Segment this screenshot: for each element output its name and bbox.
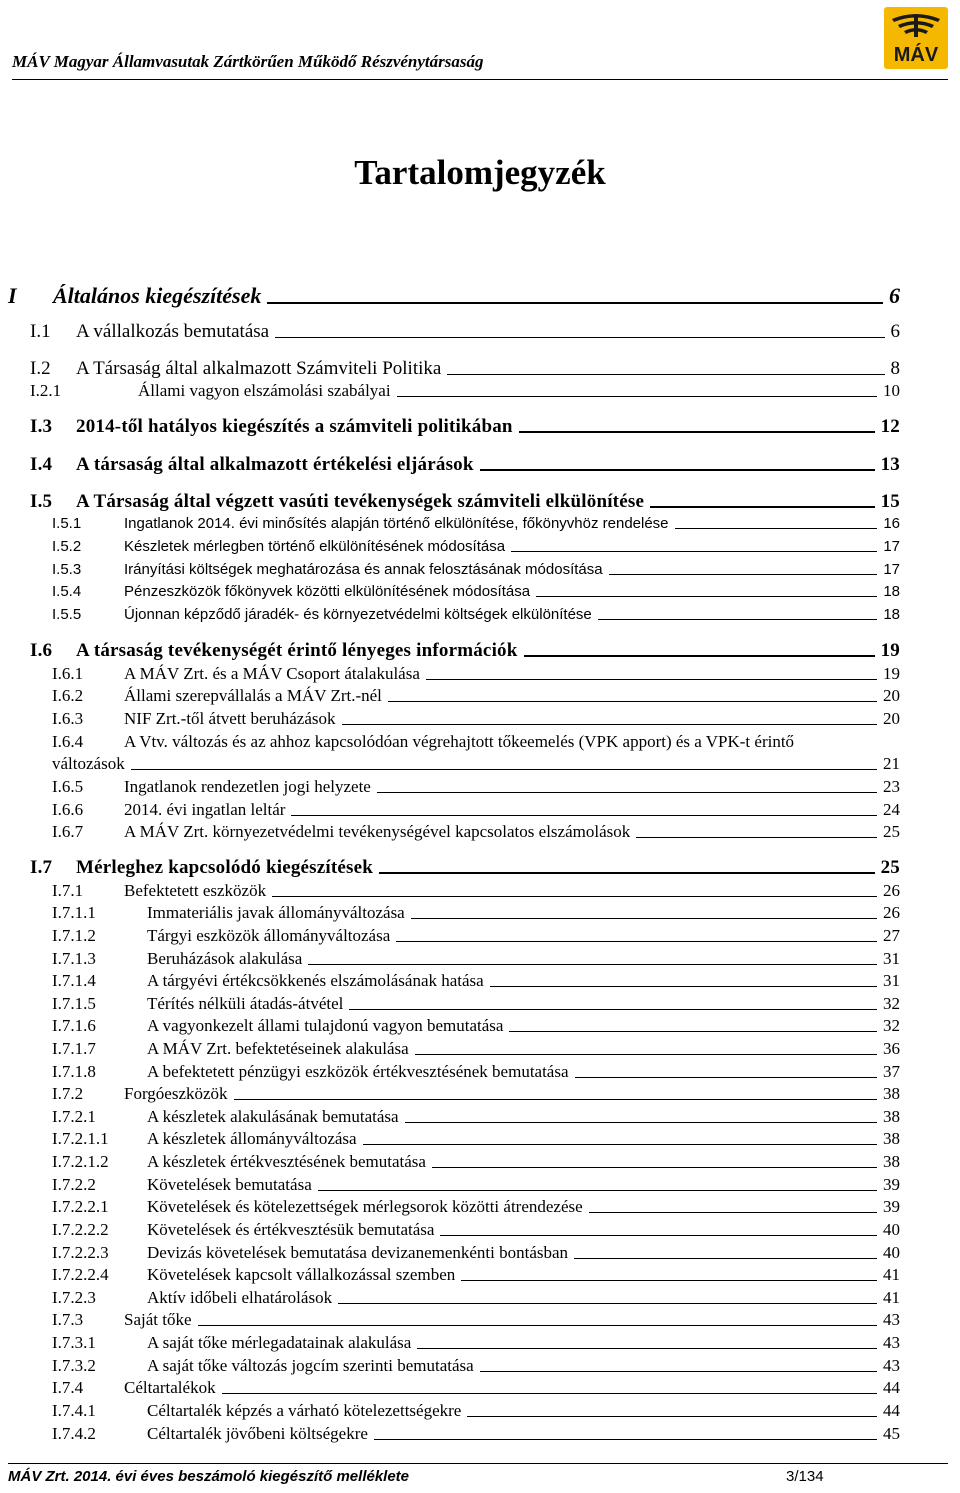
toc-page: 31 — [883, 949, 900, 968]
toc-entry[interactable] — [52, 881, 900, 901]
toc-entry[interactable] — [52, 1175, 900, 1195]
leader-line — [650, 506, 875, 508]
toc-number: I.7.2 — [52, 1084, 84, 1103]
leader-line — [397, 396, 877, 397]
toc-number: I.7.1.7 — [52, 1039, 96, 1058]
toc-entry[interactable] — [52, 777, 900, 797]
leader-line — [342, 724, 878, 725]
toc-number: I.6 — [30, 640, 53, 661]
toc-number: I.6.6 — [52, 800, 84, 819]
toc-label: 2014. évi ingatlan leltár — [124, 800, 286, 819]
toc-label: Immateriális javak állományváltozása — [147, 903, 405, 922]
toc-label: Követelések és kötelezettségek mérlegsorok közötti átrendezése — [147, 1197, 583, 1216]
toc-number: I.7 — [30, 857, 53, 878]
toc-page: 38 — [883, 1129, 900, 1148]
toc-entry[interactable] — [30, 416, 900, 438]
toc-entry[interactable] — [52, 1084, 900, 1104]
toc-entry[interactable] — [52, 1039, 900, 1059]
toc-entry[interactable] — [8, 283, 900, 309]
toc-label: Követelések kapcsolt vállalkozással szemben — [147, 1265, 456, 1284]
leader-line — [426, 679, 877, 680]
toc-number: I.7.4 — [52, 1378, 84, 1397]
toc-page: 17 — [883, 561, 900, 578]
leader-line — [379, 872, 875, 874]
toc-number: I.5.3 — [52, 561, 82, 578]
toc-entry[interactable] — [52, 1062, 900, 1082]
toc-entry[interactable] — [52, 538, 900, 555]
leader-line — [509, 1031, 877, 1032]
toc-number: I.6.4 — [52, 732, 84, 751]
toc-entry[interactable] — [52, 1356, 900, 1376]
leader-line — [374, 1439, 877, 1440]
logo-text: MÁV — [893, 44, 939, 66]
toc-page: 40 — [883, 1243, 900, 1262]
toc-entry[interactable] — [30, 381, 900, 401]
toc-label: Devizás követelések bemutatása devizanemenkénti bontásban — [147, 1243, 569, 1262]
toc-entry[interactable] — [52, 1401, 900, 1421]
header-company: MÁV Magyar Államvasutak Zártkörűen Működő Részvénytársaság — [12, 52, 484, 71]
toc-number: I.7.4.2 — [52, 1424, 96, 1443]
toc-page: 23 — [883, 777, 900, 796]
leader-line — [415, 1054, 877, 1055]
toc-label: A MÁV Zrt. környezetvédelmi tevékenységével kapcsolatos elszámolások — [124, 822, 631, 841]
toc-label: A tárgyévi értékcsökkenés elszámolásának hatása — [147, 971, 484, 990]
leader-line — [405, 1122, 877, 1123]
toc-entry[interactable] — [52, 1333, 900, 1353]
toc-number: I.3 — [30, 416, 53, 437]
toc-page: 17 — [883, 538, 900, 555]
leader-line — [318, 1190, 877, 1191]
toc-number: I.5 — [30, 491, 53, 512]
toc-page: 31 — [883, 971, 900, 990]
toc-label: Befektetett eszközök — [124, 881, 267, 900]
toc-number: I.7.1.8 — [52, 1062, 96, 1081]
toc-entry[interactable] — [30, 454, 900, 476]
toc-label: A Vtv. változás és az ahhoz kapcsolódóan végrehajtott tőkeemelés (VPK apport) és a VPK-t érintő — [124, 732, 795, 751]
toc-page: 12 — [880, 416, 900, 437]
page-title: Tartalomjegyzék — [354, 153, 606, 192]
leader-line — [636, 837, 877, 838]
toc-page: 43 — [883, 1310, 900, 1329]
leader-line — [272, 896, 877, 897]
toc-number: I.7.1.2 — [52, 926, 96, 945]
leader-line — [589, 1212, 877, 1213]
toc-number: I.7.1.6 — [52, 1016, 96, 1035]
toc-page: 41 — [883, 1288, 900, 1307]
toc-label: Követelések bemutatása — [147, 1175, 312, 1194]
toc-page: 39 — [883, 1197, 900, 1216]
leader-line — [511, 551, 877, 552]
leader-line — [377, 792, 877, 793]
leader-line — [575, 1077, 877, 1078]
leader-line — [675, 528, 878, 529]
toc-page: 26 — [883, 903, 900, 922]
leader-line — [396, 941, 877, 942]
leader-line — [349, 1009, 877, 1010]
toc-page: 41 — [883, 1265, 900, 1284]
toc-entry[interactable] — [30, 358, 900, 380]
toc-entry[interactable] — [52, 1243, 900, 1263]
leader-line — [417, 1348, 877, 1349]
toc-entry[interactable] — [52, 1197, 900, 1217]
toc-label: Ingatlanok rendezetlen jogi helyzete — [124, 777, 371, 796]
toc-page: 32 — [883, 1016, 900, 1035]
toc-number: I.7.2.2.1 — [52, 1197, 109, 1216]
toc-page: 24 — [883, 800, 900, 819]
toc-label: A saját tőke mérlegadatainak alakulása — [147, 1333, 412, 1352]
toc-label: A Társaság által végzett vasúti tevékenységek számviteli elkülönítése — [76, 491, 645, 512]
toc-entry[interactable] — [52, 926, 900, 946]
footer-divider — [8, 1463, 948, 1464]
toc-number: I.6.3 — [52, 709, 84, 728]
leader-line — [275, 337, 884, 338]
toc-page: 20 — [883, 686, 900, 705]
toc-number: I.6.5 — [52, 777, 84, 796]
toc-label: A saját tőke változás jogcím szerinti bemutatása — [147, 1356, 474, 1375]
toc-label-continued: változások — [52, 754, 125, 773]
toc-page: 8 — [890, 358, 900, 379]
toc-number: I.7.2.1 — [52, 1107, 96, 1126]
toc-number: I.7.1.3 — [52, 949, 96, 968]
toc-page: 21 — [883, 754, 900, 773]
toc-number: I.7.2.2.4 — [52, 1265, 109, 1284]
leader-line — [363, 1144, 877, 1145]
toc-label: Állami vagyon elszámolási szabályai — [138, 381, 391, 400]
toc-page: 38 — [883, 1152, 900, 1171]
toc-entry[interactable] — [52, 903, 900, 923]
toc-page: 19 — [883, 664, 900, 683]
toc-number: I.7.1 — [52, 881, 84, 900]
toc-entry[interactable] — [52, 515, 900, 532]
toc-label: Aktív időbeli elhatárolások — [147, 1288, 333, 1307]
toc-entry-first-line[interactable] — [52, 732, 902, 752]
toc-entry-continued[interactable] — [52, 754, 900, 774]
leader-line — [308, 964, 877, 965]
toc-page: 45 — [883, 1424, 900, 1443]
toc-page: 37 — [883, 1062, 900, 1081]
toc-label: A MÁV Zrt. és a MÁV Csoport átalakulása — [124, 664, 420, 683]
toc-entry[interactable] — [52, 1265, 900, 1285]
leader-line — [234, 1099, 877, 1100]
leader-line — [432, 1167, 877, 1168]
toc-label: A készletek értékvesztésének bemutatása — [147, 1152, 426, 1171]
leader-line — [598, 619, 878, 620]
toc-entry[interactable] — [52, 664, 900, 684]
toc-page: 20 — [883, 709, 900, 728]
toc-page: 44 — [883, 1401, 900, 1420]
toc-label: Saját tőke — [124, 1310, 192, 1329]
toc-page: 19 — [880, 640, 900, 661]
toc-number: I.7.4.1 — [52, 1401, 96, 1420]
toc-label: A Társaság által alkalmazott Számviteli Politika — [76, 358, 442, 379]
leader-line — [198, 1325, 877, 1326]
toc-entry[interactable] — [52, 1424, 900, 1444]
toc-number: I.6.1 — [52, 664, 84, 683]
toc-number: I.5.2 — [52, 538, 82, 555]
leader-line — [222, 1393, 877, 1394]
toc-page: 18 — [883, 606, 900, 623]
toc-page: 40 — [883, 1220, 900, 1239]
toc-label: Általános kiegészítések — [53, 283, 262, 308]
toc-label: Céltartalék jövőbeni költségekre — [147, 1424, 368, 1443]
toc-entry[interactable] — [52, 1310, 900, 1330]
toc-label: A vállalkozás bemutatása — [76, 321, 270, 342]
leader-line — [574, 1258, 877, 1259]
toc-entry[interactable] — [52, 1378, 900, 1398]
toc-label: Mérleghez kapcsolódó kiegészítések — [76, 857, 374, 878]
toc-number: I.6.7 — [52, 822, 84, 841]
toc-number: I.4 — [30, 454, 53, 475]
toc-entry[interactable] — [52, 1016, 900, 1036]
toc-label: Ingatlanok 2014. évi minősítés alapján történő elkülönítése, főkönyvhöz rendelése — [124, 515, 669, 532]
leader-line — [536, 596, 877, 597]
toc-page: 18 — [883, 583, 900, 600]
toc-label: Újonnan képződő járadék- és környezetvédelmi költségek elkülönítése — [124, 606, 592, 623]
footer-page-number: 3/134 — [786, 1468, 824, 1485]
toc-entry[interactable] — [52, 1288, 900, 1308]
toc-label: A készletek állományváltozása — [147, 1129, 357, 1148]
toc-page: 43 — [883, 1333, 900, 1352]
toc-number: I.5.1 — [52, 515, 82, 532]
toc-number: I.7.1.1 — [52, 903, 96, 922]
leader-line — [490, 986, 877, 987]
toc-page: 27 — [883, 926, 900, 945]
toc-page: 10 — [883, 381, 900, 400]
toc-label: Céltartalékok — [124, 1378, 216, 1397]
toc-page: 36 — [883, 1039, 900, 1058]
toc-label: Tárgyi eszközök állományváltozása — [147, 926, 391, 945]
toc-entry[interactable] — [52, 971, 900, 991]
toc-number: I.7.2.3 — [52, 1288, 96, 1307]
toc-entry[interactable] — [52, 800, 900, 820]
leader-line — [267, 302, 883, 304]
toc-label: Térítés nélküli átadás-átvétel — [147, 994, 344, 1013]
toc-page: 39 — [883, 1175, 900, 1194]
leader-line — [447, 374, 884, 375]
toc-number: I.7.2.2.3 — [52, 1243, 109, 1262]
toc-page: 6 — [889, 283, 900, 308]
toc-label: Követelések és értékvesztésük bemutatása — [147, 1220, 435, 1239]
toc-page: 16 — [883, 515, 900, 532]
toc-entry[interactable] — [52, 1129, 900, 1149]
leader-line — [440, 1235, 877, 1236]
toc-entry[interactable] — [30, 321, 900, 343]
footer-title: MÁV Zrt. 2014. évi éves beszámoló kiegészítő melléklete — [8, 1468, 410, 1485]
toc-entry[interactable] — [52, 561, 900, 578]
leader-line — [524, 655, 875, 657]
leader-line — [388, 701, 877, 702]
toc-label: A társaság által alkalmazott értékelési eljárások — [76, 454, 474, 475]
toc-entry[interactable] — [52, 1107, 900, 1127]
leader-line — [461, 1280, 877, 1281]
leader-line — [338, 1303, 877, 1304]
toc-number: I.2.1 — [30, 381, 62, 400]
toc-page: 26 — [883, 881, 900, 900]
toc-label: Pénzeszközök főkönyvek közötti elkülönítésének módosítása — [124, 583, 531, 600]
toc-page: 38 — [883, 1084, 900, 1103]
toc-number: I.7.3.2 — [52, 1356, 96, 1375]
toc-page: 44 — [883, 1378, 900, 1397]
toc-label: Céltartalék képzés a várható kötelezettségekre — [147, 1401, 462, 1420]
toc-label: NIF Zrt.-től átvett beruházások — [124, 709, 336, 728]
toc-label: A készletek alakulásának bemutatása — [147, 1107, 399, 1126]
leader-line — [291, 815, 877, 816]
leader-line — [131, 769, 877, 770]
toc-label: A MÁV Zrt. befektetéseinek alakulása — [147, 1039, 409, 1058]
toc-entry[interactable] — [52, 1152, 900, 1172]
toc-label: A vagyonkezelt állami tulajdonú vagyon bemutatása — [147, 1016, 504, 1035]
toc-page: 43 — [883, 1356, 900, 1375]
toc-label: Készletek mérlegben történő elkülönítésének módosítása — [124, 538, 506, 555]
toc-number: I.6.2 — [52, 686, 84, 705]
leader-line — [480, 1371, 877, 1372]
leader-line — [519, 431, 875, 433]
leader-line — [411, 918, 877, 919]
toc-page: 13 — [880, 454, 900, 475]
toc-entry[interactable] — [52, 949, 900, 969]
toc-entry[interactable] — [52, 606, 900, 623]
toc-label: Irányítási költségek meghatározása és annak felosztásának módosítása — [124, 561, 603, 578]
toc-entry[interactable] — [52, 994, 900, 1014]
toc-page: 32 — [883, 994, 900, 1013]
toc-number: I.7.2.2 — [52, 1175, 96, 1194]
toc-number: I.7.2.1.2 — [52, 1152, 109, 1171]
toc-number: I — [8, 283, 17, 308]
toc-number: I.7.2.1.1 — [52, 1129, 109, 1148]
toc-entry[interactable] — [30, 640, 900, 662]
toc-number: I.2 — [30, 358, 51, 379]
toc-entry[interactable] — [52, 583, 900, 600]
toc-entry[interactable] — [30, 857, 900, 879]
toc-label: Forgóeszközök — [124, 1084, 228, 1103]
toc-number: I.5.5 — [52, 606, 82, 623]
toc-label: Beruházások alakulása — [147, 949, 303, 968]
toc-label: A befektetett pénzügyi eszközök értékvesztésének bemutatása — [147, 1062, 569, 1081]
toc-label: Állami szerepvállalás a MÁV Zrt.-nél — [124, 686, 382, 705]
toc-number: I.7.2.2.2 — [52, 1220, 109, 1239]
toc-entry[interactable] — [30, 491, 900, 513]
toc-number: I.5.4 — [52, 583, 82, 600]
leader-line — [480, 469, 875, 471]
toc-entry[interactable] — [52, 709, 900, 729]
toc-page: 15 — [880, 491, 900, 512]
toc-number: I.7.3.1 — [52, 1333, 96, 1352]
toc-page: 6 — [890, 321, 900, 342]
toc-page: 38 — [883, 1107, 900, 1126]
toc-page: 25 — [880, 857, 900, 878]
toc-page: 25 — [883, 822, 900, 841]
leader-line — [609, 574, 878, 575]
toc-number: I.1 — [30, 321, 51, 342]
toc-number: I.7.1.5 — [52, 994, 96, 1013]
toc-label: 2014-től hatályos kiegészítés a számviteli politikában — [76, 416, 513, 437]
toc-entry[interactable] — [52, 822, 900, 842]
toc-number: I.7.3 — [52, 1310, 84, 1329]
toc-entry[interactable] — [52, 686, 900, 706]
leader-line — [467, 1416, 877, 1417]
toc-label: A társaság tevékenységét érintő lényeges információk — [76, 640, 518, 661]
toc-entry[interactable] — [52, 1220, 900, 1240]
toc-number: I.7.1.4 — [52, 971, 96, 990]
